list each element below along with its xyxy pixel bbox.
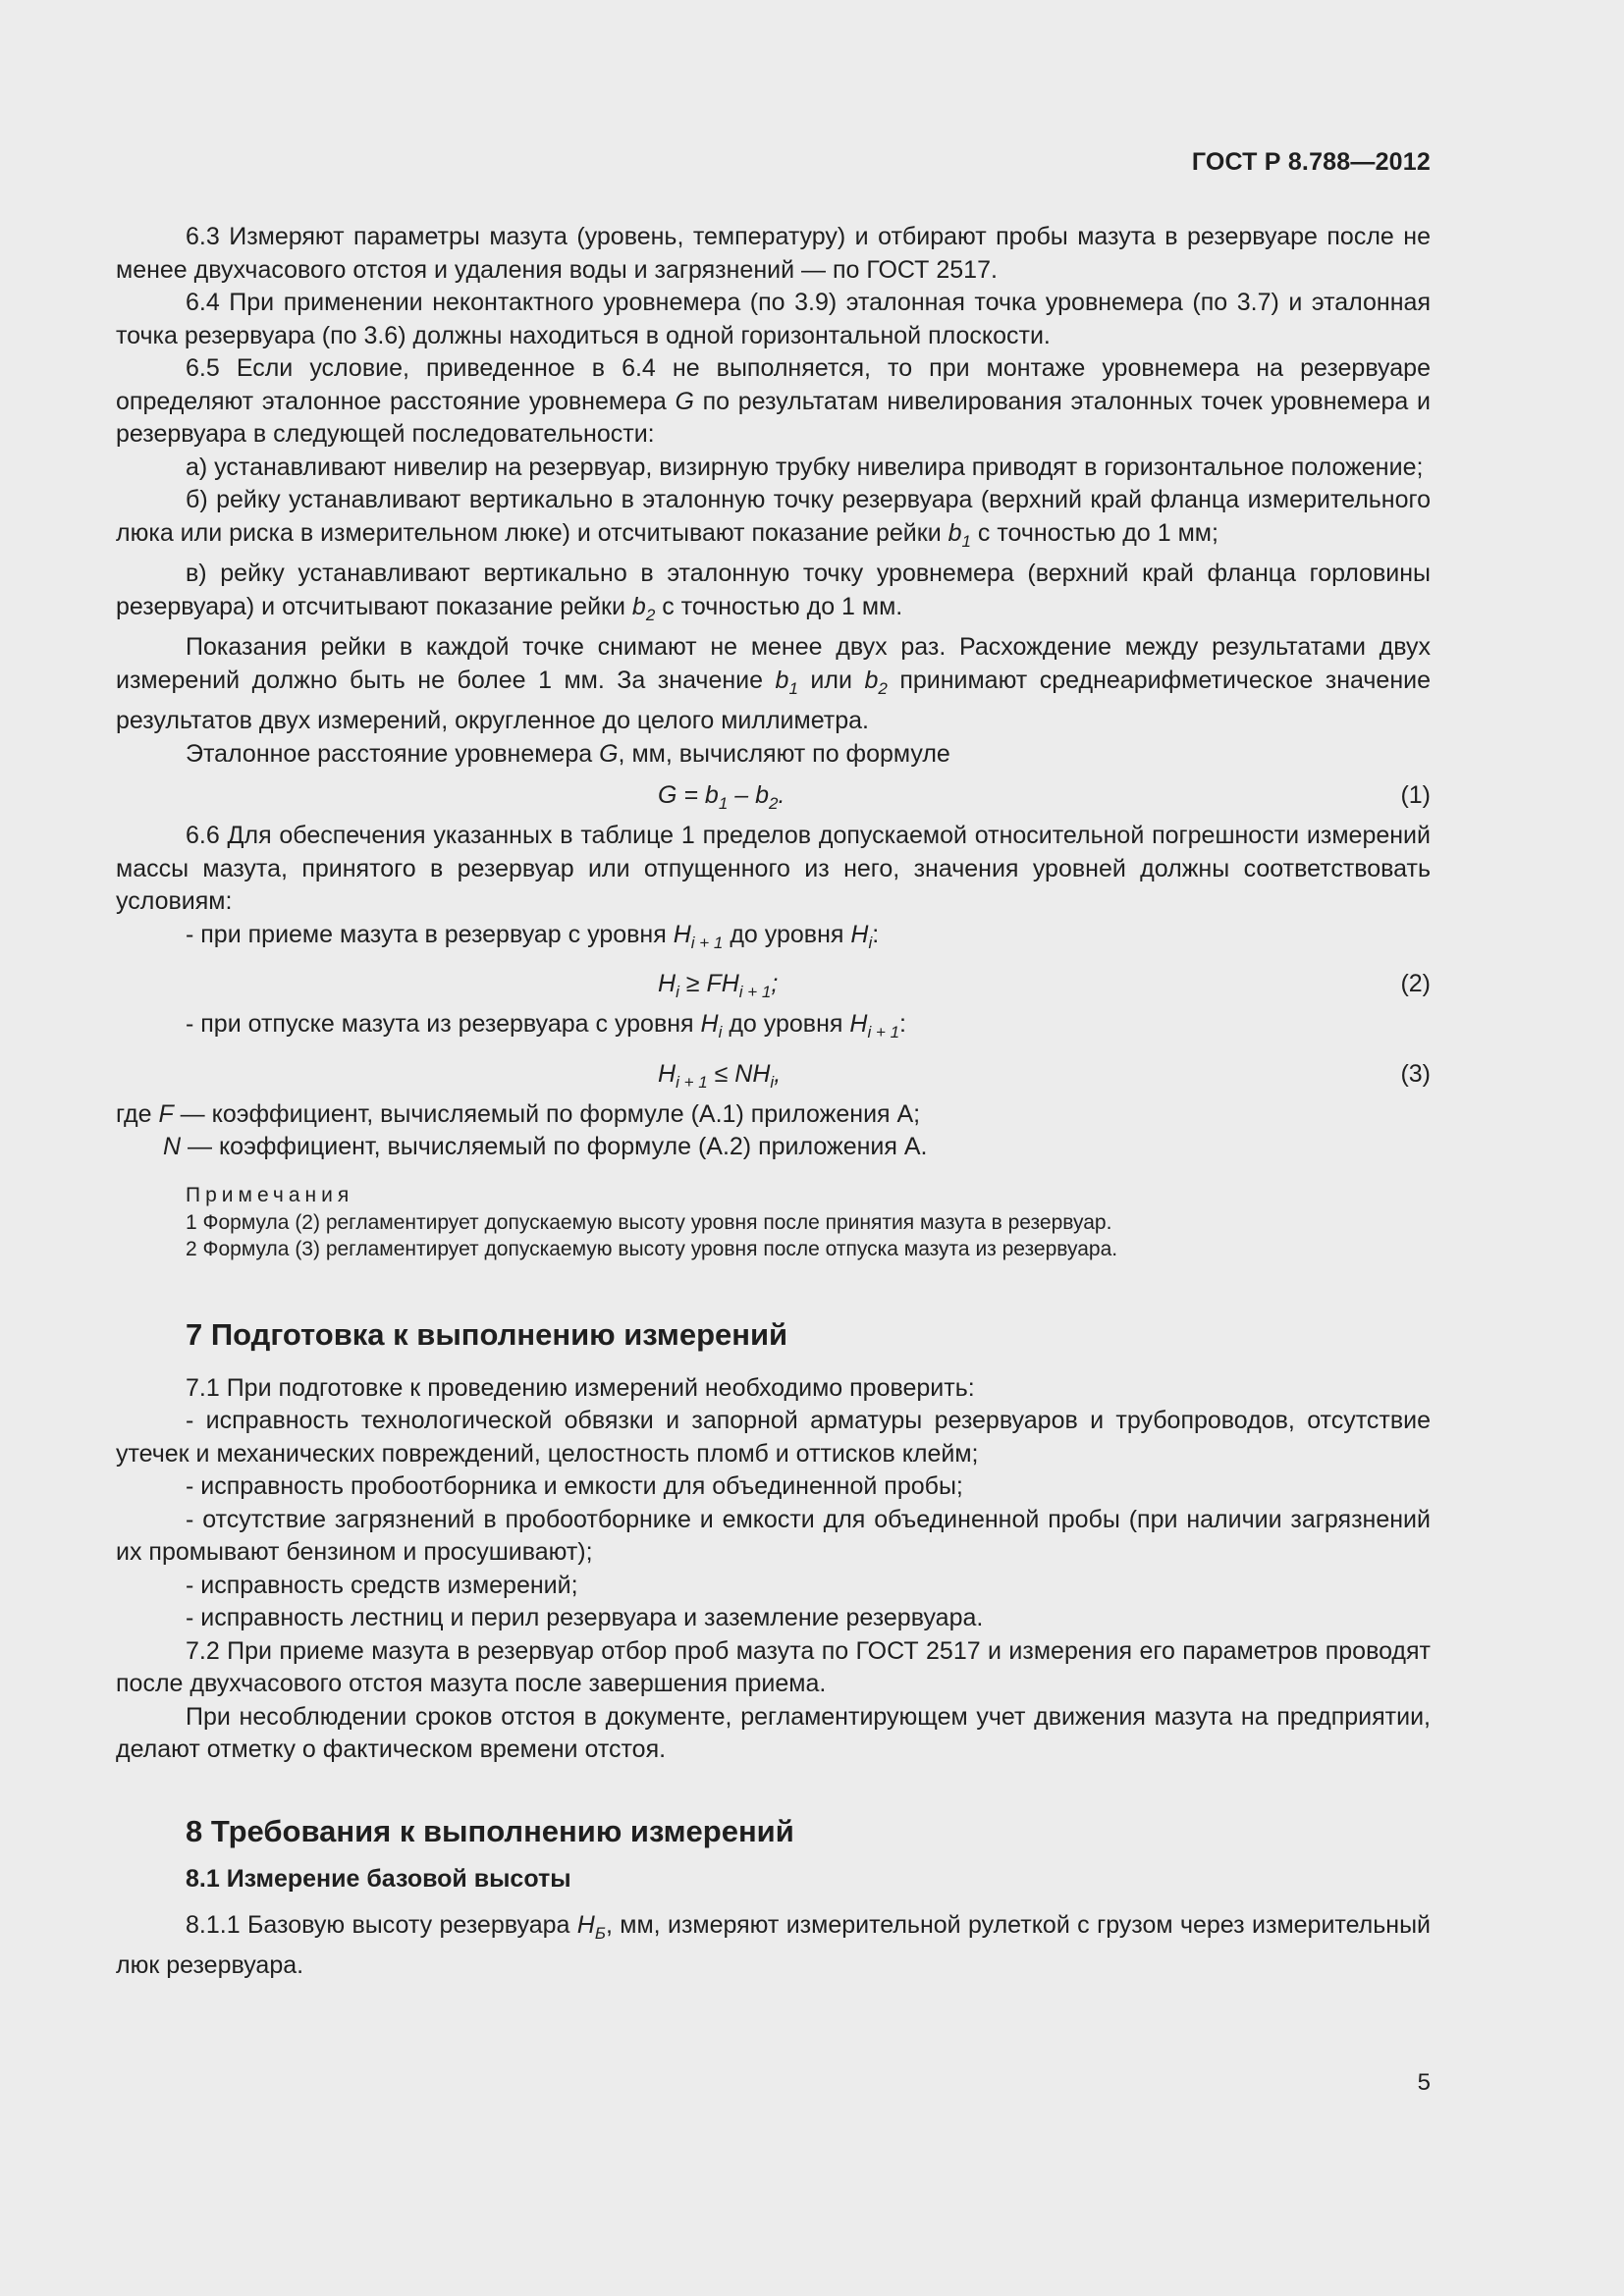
- section-8-heading: 8 Требования к выполнению измерений: [186, 1813, 794, 1848]
- list-item-b: б) рейку устанавливают вертикально в эталонную точку резервуара (верхний край фланца измерительного люка или риска в измерительном люке) и отсчитывают показание рейки $b_1$ с точностью до 1 мм;: [116, 486, 1431, 551]
- list-item-v: в) рейку устанавливают вертикально в эталонную точку уровнемера (верхний край фланца горловины резервуара) и отсчитывают показание рейки $b_2$ с точностью до 1 мм.: [116, 560, 1431, 624]
- formula-1-expression: $G = b_1 - b_2$.: [658, 781, 785, 813]
- formula-2-number: (2): [1400, 970, 1431, 997]
- where-N: N — коэффициент, вычисляемый по формуле (А.2) приложения А.: [163, 1133, 928, 1160]
- formula-3: [116, 1049, 1431, 1098]
- paragraph-7-1: 7.1 При подготовке к проведению измерений необходимо проверить:: [186, 1373, 975, 1402]
- note-1: 1 Формула (2) регламентирует допускаемую высоту уровня после принятия мазута в резервуар.: [186, 1210, 1112, 1234]
- formula-2-expression: $H_i \ge FH_{i + 1}$;: [658, 970, 779, 1001]
- paragraph-6-5: 6.5 Если условие, приведенное в 6.4 не выполняется, то при монтаже уровнемера на резервуаре определяют эталонное расстояние уровнемера G по результатам нивелирования эталонных точек уровнемера и резервуара в следующей последовательности:: [116, 354, 1431, 448]
- page-number: 5: [1417, 2069, 1431, 2096]
- section-7-heading: 7 Подготовка к выполнению измерений: [186, 1316, 788, 1352]
- formula-3-number: (3): [1400, 1059, 1431, 1088]
- formula-3-expression: $H_{i + 1} \le NH_i$,: [658, 1059, 782, 1092]
- paragraph-6-6: 6.6 Для обеспечения указанных в таблице 1 пределов допускаемой относительной погрешности измерений массы мазута, принятого в резервуар или отпущенного из него, значения уровней должны соответствовать условиям:: [116, 822, 1431, 915]
- paragraph-calc: Эталонное расстояние уровнемера G, мм, вычисляют по формуле: [186, 739, 950, 768]
- paragraph-7-2: 7.2 При приеме мазута в резервуар отбор проб мазута по ГОСТ 2517 и измерения его параметров проводят после двухчасового отстоя мазута после завершения приема.: [116, 1636, 1431, 1697]
- condition-release: - при отпуске мазута из резервуара с уровня $H_i$ до уровня $H_{i + 1}$:: [186, 1010, 906, 1041]
- check-item-1: - исправность технологической обвязки и запорной арматуры резервуаров и трубопроводов, отсутствие утечек и механических повреждений, целостность пломб и оттисков клейм;: [116, 1407, 1431, 1468]
- formula-2: [116, 959, 1431, 1008]
- condition-intake: - при приеме мазута в резервуар с уровня $H_{i + 1}$ до уровня $H_i$:: [186, 920, 880, 952]
- subsection-8-1-heading: 8.1 Измерение базовой высоты: [186, 1864, 571, 1893]
- check-item-5: - исправность лестниц и перил резервуара и заземление резервуара.: [186, 1604, 984, 1631]
- paragraph-6-3: 6.3 Измеряют параметры мазута (уровень, температуру) и отбирают пробы мазута в резервуаре после не менее двухчасового отстоя и удаления воды и загрязнений — по ГОСТ 2517.: [116, 223, 1431, 284]
- paragraph-6-4: 6.4 При применении неконтактного уровнемера (по 3.9) эталонная точка уровнемера (по 3.7) и эталонная точка резервуара (по 3.6) должны находиться в одной горизонтальной плоскости.: [116, 289, 1431, 349]
- check-item-3: - отсутствие загрязнений в пробоотборнике и емкости для объединенной пробы (при наличии загрязнений их промывают бензином и просушивают);: [116, 1505, 1431, 1566]
- paragraph-7-2-b: При несоблюдении сроков отстоя в документе, регламентирующем учет движения мазута на предприятии, делают отметку о фактическом времени отстоя.: [116, 1702, 1431, 1763]
- paragraph-8-1-1: 8.1.1 Базовую высоту резервуара $H_Б$, мм, измеряют измерительной рулеткой с грузом через измерительный люк резервуара.: [116, 1910, 1431, 1979]
- formula-1: [116, 771, 1431, 820]
- notes-title: Примечания: [186, 1183, 354, 1206]
- formula-1-number: (1): [1400, 781, 1431, 809]
- check-item-4: - исправность средств измерений;: [186, 1571, 578, 1599]
- document-code: ГОСТ Р 8.788—2012: [1191, 148, 1431, 176]
- where-F: где F — коэффициент, вычисляемый по формуле (А.1) приложения А;: [116, 1099, 921, 1128]
- list-item-a: а) устанавливают нивелир на резервуар, визирную трубку нивелира приводят в горизонтальное положение;: [186, 453, 1424, 481]
- check-item-2: - исправность пробоотборника и емкости для объединенной пробы;: [186, 1472, 963, 1500]
- note-2: 2 Формула (3) регламентирует допускаемую высоту уровня после отпуска мазута из резервуара.: [186, 1237, 1118, 1260]
- page-body: [116, 221, 1431, 1983]
- paragraph-readings: Показания рейки в каждой точке снимают не менее двух раз. Расхождение между результатами двух измерений должно быть не более 1 мм. За значение $b_1$ или $b_2$ принимают среднеарифметическое значение результатов двух измерений, округленное до целого миллиметра.: [116, 633, 1431, 734]
